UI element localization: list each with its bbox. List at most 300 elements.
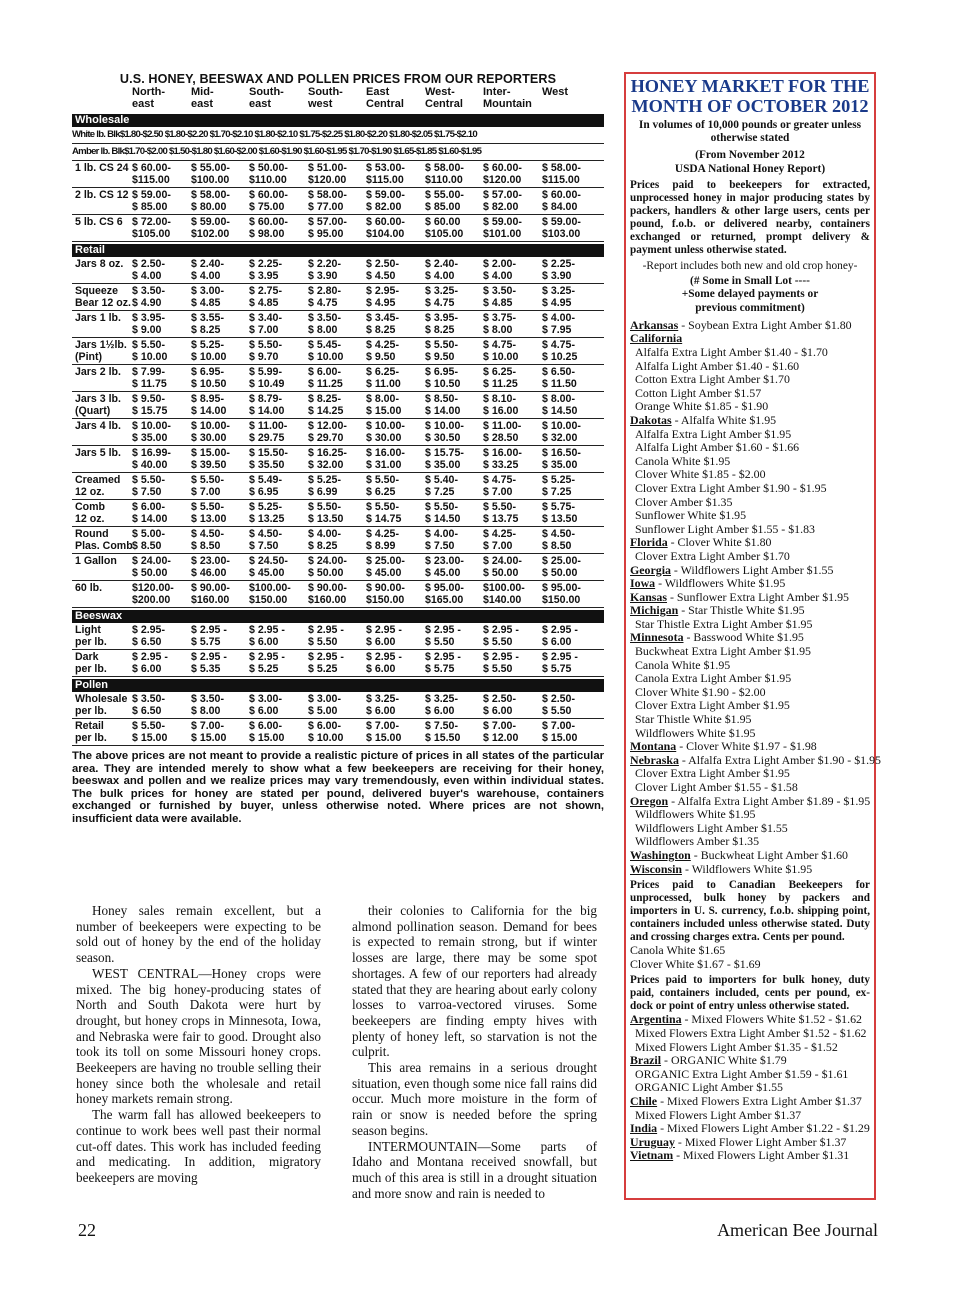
price-low: $ 3.50- (483, 285, 516, 297)
row-label (75, 216, 123, 228)
price-high: $150.00 (249, 594, 288, 606)
price-high: $ 11.25 (308, 378, 343, 390)
price-high: $ 14.25 (308, 405, 344, 417)
price-high: $150.00 (366, 594, 405, 606)
price-cell (308, 366, 343, 390)
price-low: $ 7.00- (191, 720, 224, 732)
region-label-1: Inter- (483, 86, 511, 98)
price-cell (191, 582, 230, 606)
price-high: $115.00 (542, 174, 580, 186)
region-7 (542, 86, 568, 98)
price-high: $140.00 (483, 594, 522, 606)
price-high: $102.00 (191, 228, 230, 240)
price-low: $ 4.25- (483, 528, 516, 540)
price-cell (366, 501, 401, 525)
state-name: Florida (630, 535, 668, 550)
price-low: $ 3.00- (308, 693, 341, 705)
canada-price-item: Clover White $1.67 - $1.69 (630, 956, 761, 971)
state-first-price: - Alfalfa Extra Light Amber $1.90 - $1.95 (678, 752, 881, 767)
price-cell (483, 693, 516, 717)
price-low: $ 24.00- (483, 555, 522, 567)
price-cell (132, 189, 171, 213)
price-high: $ 30.00 (191, 432, 227, 444)
country-price-item: Mixed Flowers Light Amber $1.35 - $1.52 (635, 1039, 838, 1054)
price-low: $ 16.00- (483, 447, 522, 459)
price-cell (483, 651, 519, 675)
price-high: $ 75.00 (249, 201, 285, 213)
state-price-item: Clover Extra Light Amber $1.95 (635, 766, 790, 781)
price-low: $ 90.00- (366, 582, 405, 594)
price-low: $ 50.00- (249, 162, 288, 174)
state-entry (630, 863, 870, 877)
state-entry (630, 795, 870, 809)
price-low: $ 9.50- (132, 393, 165, 405)
region-label-1: East (366, 86, 390, 98)
price-low: $ 5.40- (425, 474, 458, 486)
price-cell (425, 651, 461, 675)
state-name: Washington (630, 847, 691, 862)
price-high: $ 6.00 (249, 636, 279, 648)
price-low: $ 4.00- (425, 528, 458, 540)
price-low: $ 8.95- (191, 393, 224, 405)
price-cell (425, 339, 458, 363)
price-low: $ 55.00- (191, 162, 230, 174)
price-high: $ 28.50 (483, 432, 519, 444)
price-cell (366, 285, 399, 309)
price-low: $ 6.00- (132, 501, 165, 513)
price-low: $ 7.00- (366, 720, 399, 732)
price-high: $ 4.85 (249, 297, 279, 309)
state-price-item: Clover Light Amber $1.55 - $1.58 (635, 780, 798, 795)
price-high: $160.00 (191, 594, 230, 606)
country-first-price: - Mixed Flowers Extra Light Amber $1.37 (657, 1093, 862, 1108)
bulk-amber-row: Amber lb. Blk$1.70-$2.00 $1.50-$1.80 $1.60-$2.00 $1.60-$1.90 $1.60-$1.95 $1.70-$1.90 $1.65-$1.85 $1.60-$1.95 (72, 144, 604, 161)
price-low: $ 2.25- (542, 258, 575, 270)
price-low: $ 2.50- (132, 258, 165, 270)
state-first-price: - Sunflower Extra Light Amber $1.95 (667, 589, 849, 604)
state-price-item: Sunflower Light Amber $1.55 - $1.83 (635, 521, 815, 536)
price-high: $ 15.00 (249, 732, 285, 744)
canada-price-item: Canola White $1.65 (630, 943, 726, 958)
state-price-item: Clover Amber $1.35 (635, 494, 733, 509)
price-high: $ 11.25 (483, 378, 518, 390)
price-cell (483, 582, 525, 606)
price-cell (542, 447, 581, 471)
region-0 (132, 86, 165, 110)
price-cell (366, 447, 405, 471)
price-low: $ 5.50- (191, 474, 224, 486)
table-row (72, 527, 604, 554)
row-label-line-1: Round (75, 528, 109, 540)
import-intro: Prices paid to importers for bulk honey, duty paid, containers included, cents per pound, ex-dock or point of entry unless otherwise stated. (630, 974, 870, 1013)
row-label-line-1: 60 lb. (75, 582, 103, 594)
row-label-line-1: Jars 3 lb. (75, 393, 121, 405)
price-low: $ 6.50- (542, 366, 575, 378)
price-low: $ 5.50- (366, 474, 399, 486)
price-high: $ 10.00 (132, 351, 168, 363)
price-low: $ 5.50- (191, 501, 224, 513)
price-cell (483, 555, 522, 579)
price-low: $ 5.25- (249, 501, 282, 513)
price-low: $ 3.55- (191, 312, 224, 324)
price-cell (249, 366, 284, 390)
price-high: $ 6.00 (366, 663, 396, 675)
price-cell (249, 162, 288, 186)
row-label (75, 189, 129, 201)
wholesale-rows (72, 161, 604, 242)
price-low: $ 7.99- (132, 366, 165, 378)
state-price-item: Wildflowers Light Amber $1.55 (635, 820, 788, 835)
price-cell (249, 216, 288, 240)
price-cell (542, 393, 577, 417)
state-first-price: - Clover White $1.97 - $1.98 (676, 739, 817, 754)
price-high: $ 8.99 (366, 540, 396, 552)
table-row (72, 257, 604, 284)
region-label-2: east (132, 98, 155, 110)
price-low: $ 6.25- (483, 366, 516, 378)
price-high: $ 35.50 (249, 459, 285, 471)
price-cell (366, 162, 405, 186)
price-low: $ 23.00- (425, 555, 464, 567)
price-high: $ 8.50 (191, 540, 221, 552)
price-high: $ 85.00 (425, 201, 461, 213)
price-low: $ 6.25- (366, 366, 399, 378)
price-cell (308, 528, 341, 552)
price-high: $ 13.25 (249, 513, 285, 525)
price-high: $ 10.00 (483, 351, 519, 363)
price-high: $ 77.00 (308, 201, 344, 213)
price-high: $ 45.00 (366, 567, 402, 579)
price-cell (191, 366, 226, 390)
price-low: $ 90.00- (308, 582, 347, 594)
honey-market-box (624, 72, 881, 1200)
price-cell (542, 582, 581, 606)
row-label (75, 339, 127, 363)
price-cell (132, 285, 165, 309)
price-high: $115.00 (366, 174, 404, 186)
row-label (75, 555, 117, 567)
price-cell (249, 393, 284, 417)
price-cell (132, 528, 165, 552)
state-entry (630, 591, 870, 605)
price-low: $ 2.95 - (308, 624, 344, 636)
price-low: $ 5.45- (308, 339, 341, 351)
price-high: $ 8.25 (425, 324, 455, 336)
price-cell (191, 651, 227, 675)
price-low: $ 23.00- (191, 555, 230, 567)
table-row (72, 188, 604, 215)
price-low: $ 10.00- (542, 420, 581, 432)
price-cell (366, 312, 399, 336)
price-high: $ 11.50 (542, 378, 577, 390)
region-label-1: North- (132, 86, 165, 98)
price-low: $ 58.00- (191, 189, 230, 201)
price-high: $ 6.50 (132, 705, 162, 717)
article-column-2 (352, 903, 597, 1201)
country-first-price: - Mixed Flower Light Amber $1.37 (674, 1134, 847, 1149)
row-label (75, 528, 133, 552)
price-high: $ 40.00 (132, 459, 168, 471)
legend-line-1: (# Some in Small Lot ---- (690, 275, 810, 288)
article-column-1 (76, 903, 321, 1186)
price-high: $105.00 (132, 228, 171, 240)
region-label-2: east (249, 98, 272, 110)
price-low: $ 5.50- (425, 501, 458, 513)
row-label (75, 693, 127, 717)
price-low: $ 3.25- (366, 693, 399, 705)
price-high: $ 8.50 (542, 540, 572, 552)
price-cell (542, 189, 581, 213)
price-low: $ 4.75- (542, 339, 575, 351)
region-label-2: Mountain (483, 98, 532, 110)
price-cell (308, 501, 343, 525)
price-high: $ 7.00 (483, 540, 513, 552)
state-entry (630, 631, 870, 645)
state-name: Oregon (630, 793, 669, 808)
country-entry (630, 1122, 870, 1136)
price-cell (483, 366, 518, 390)
price-cell (425, 555, 464, 579)
price-high: $ 32.00 (308, 459, 344, 471)
row-label (75, 474, 120, 498)
price-low: $ 2.20- (308, 258, 341, 270)
price-low: $ 2.95 - (191, 624, 227, 636)
price-high: $ 5.50 (425, 636, 455, 648)
price-low: $ 3.95- (425, 312, 458, 324)
price-cell (542, 258, 575, 282)
row-label-line-1: 1 lb. CS 24 (75, 162, 129, 174)
row-label-line-2: 12 oz. (75, 486, 105, 498)
price-low: $ 24.00- (132, 555, 171, 567)
beeswax-rows (72, 623, 604, 677)
price-low: $ 5.50- (308, 501, 341, 513)
price-low: $ 4.00- (542, 312, 575, 324)
row-label-line-2: per lb. (75, 732, 107, 744)
price-cell (308, 285, 341, 309)
price-low: $ 2.95 - (366, 624, 402, 636)
price-high: $ 15.00 (542, 732, 578, 744)
price-high: $115.00 (132, 174, 170, 186)
price-high: $ 6.00 (366, 636, 396, 648)
price-low: $ 4.25- (366, 528, 399, 540)
price-high: $ 6.25 (366, 486, 396, 498)
price-cell (191, 393, 226, 417)
price-high: $ 14.00 (249, 405, 285, 417)
price-high: $ 45.00 (425, 567, 461, 579)
price-high: $ 3.95 (249, 270, 279, 282)
price-cell (483, 720, 518, 744)
state-price-item: Alfalfa Light Amber $1.40 - $1.60 (635, 358, 800, 373)
price-cell (308, 162, 347, 186)
price-high: $ 5.50 (542, 705, 572, 717)
price-low: $ 2.95- (366, 285, 399, 297)
price-high: $ 8.25 (366, 324, 396, 336)
price-high: $ 4.95 (542, 297, 572, 309)
price-cell (308, 624, 344, 648)
price-high: $ 13.50 (542, 513, 578, 525)
price-cell (483, 624, 519, 648)
price-cell (191, 162, 230, 186)
table-row (72, 650, 604, 677)
state-name: Michigan (630, 603, 679, 618)
table-row (72, 365, 604, 392)
price-cell (249, 312, 282, 336)
country-name: Chile (630, 1093, 658, 1108)
price-cell (366, 216, 405, 240)
price-low: $ 90.00- (191, 582, 230, 594)
price-high: $ 10.49 (249, 378, 285, 390)
table-row (72, 446, 604, 473)
price-low: $ 7.00- (542, 720, 575, 732)
price-high: $ 7.25 (425, 486, 455, 498)
row-label-line-2: Bear 12 oz. (75, 297, 131, 309)
state-price-item: Clover Extra Light Amber $1.70 (635, 548, 790, 563)
price-cell (425, 258, 458, 282)
price-low: $ 5.25- (308, 474, 341, 486)
price-low: $ 3.50- (132, 285, 165, 297)
country-first-price: - Mixed Flowers Light Amber $1.22 - $1.29 (657, 1121, 870, 1136)
price-cell (308, 420, 347, 444)
price-high: $ 14.50 (425, 513, 461, 525)
price-high: $ 6.50 (132, 636, 162, 648)
price-low: $ 5.49- (249, 474, 282, 486)
price-low: $ 3.95- (132, 312, 165, 324)
country-name: Argentina (630, 1012, 682, 1027)
price-cell (366, 582, 405, 606)
price-cell (249, 189, 288, 213)
row-label-line-1: Jars 8 oz. (75, 258, 124, 270)
price-high: $ 4.75 (308, 297, 338, 309)
price-high: $ 10.50 (425, 378, 461, 390)
table-title: U.S. HONEY, BEESWAX AND POLLEN PRICES FROM OUR REPORTERS (119, 72, 557, 86)
price-high: $ 7.00 (483, 486, 513, 498)
price-high: $ 15.75 (132, 405, 168, 417)
price-low: $ 53.00- (366, 162, 405, 174)
price-low: $ 6.00- (308, 366, 341, 378)
row-label-line-1: Jars 1½lb. (75, 339, 127, 351)
price-high: $160.00 (308, 594, 347, 606)
price-high: $ 29.70 (308, 432, 344, 444)
price-cell (483, 393, 518, 417)
price-cell (308, 393, 343, 417)
country-entry (630, 1136, 870, 1150)
price-high: $ 80.00 (191, 201, 227, 213)
price-high: $ 15.00 (191, 732, 227, 744)
price-cell (425, 447, 464, 471)
price-cell (425, 189, 464, 213)
row-label-line-1: Jars 5 lb. (75, 447, 121, 459)
price-cell (308, 339, 343, 363)
price-cell (366, 189, 405, 213)
price-cell (191, 285, 224, 309)
price-cell (366, 624, 402, 648)
price-cell (132, 693, 165, 717)
price-low: $ 16.25- (308, 447, 347, 459)
price-low: $ 2.80- (308, 285, 341, 297)
price-low: $ 4.75- (483, 474, 516, 486)
country-name: Uruguay (630, 1134, 675, 1149)
price-cell (542, 216, 581, 240)
region-6 (483, 86, 532, 110)
price-high: $ 30.00 (366, 432, 402, 444)
price-high: $ 6.00 (542, 636, 572, 648)
price-cell (249, 693, 282, 717)
price-low: $ 2.95 - (249, 651, 285, 663)
price-cell (308, 447, 347, 471)
price-high: $ 14.00 (425, 405, 461, 417)
price-high: $ 4.75 (425, 297, 455, 309)
price-high: $ 5.50 (483, 663, 513, 675)
price-cell (249, 582, 291, 606)
section-retail: Retail (72, 244, 604, 257)
price-cell (425, 162, 464, 186)
price-low: $ 3.40- (249, 312, 282, 324)
row-label-line-1: 2 lb. CS 12 (75, 189, 129, 201)
price-low: $ 8.10- (483, 393, 516, 405)
price-cell (132, 312, 165, 336)
price-high: $104.00 (366, 228, 405, 240)
price-low: $ 15.75- (425, 447, 464, 459)
country-first-price: - Mixed Flowers Light Amber $1.31 (673, 1148, 850, 1163)
state-entry (630, 332, 870, 346)
price-cell (249, 474, 282, 498)
price-cell (132, 447, 171, 471)
price-high: $ 82.00 (483, 201, 519, 213)
price-low: $ 58.00- (425, 162, 464, 174)
price-cell (483, 447, 522, 471)
price-low: $ 2.95 - (483, 651, 519, 663)
price-high: $150.00 (542, 594, 581, 606)
price-high: $ 6.00 (483, 705, 513, 717)
price-high: $ 9.00 (132, 324, 162, 336)
price-low: $ 2.95- (132, 624, 165, 636)
price-low: $ 57.00- (483, 189, 522, 201)
country-price-item: ORGANIC Extra Light Amber $1.59 - $1.61 (635, 1066, 849, 1081)
price-cell (191, 501, 226, 525)
price-low: $ 2.95 - (249, 624, 285, 636)
price-high: $ 35.00 (542, 459, 578, 471)
price-cell (308, 216, 347, 240)
row-label (75, 312, 121, 324)
row-label-line-2: per lb. (75, 663, 107, 675)
row-label (75, 420, 121, 432)
price-low: $ 11.00- (249, 420, 288, 432)
price-high: $110.00 (249, 174, 287, 186)
price-high: $ 7.25 (542, 486, 572, 498)
country-name: Vietnam (630, 1148, 674, 1163)
table-row (72, 500, 604, 527)
state-first-price: - Wildflowers White $1.95 (682, 861, 813, 876)
price-cell (308, 312, 341, 336)
price-high: $120.00 (308, 174, 347, 186)
price-low: $ 59.00- (132, 189, 171, 201)
price-high: $ 5.35 (191, 663, 221, 675)
price-low: $ 11.00- (483, 420, 522, 432)
price-high: $ 15.00 (132, 732, 168, 744)
price-cell (425, 624, 461, 648)
price-low: $ 2.95 - (425, 624, 461, 636)
price-high: $ 7.95 (542, 324, 572, 336)
price-high: $ 9.50 (366, 351, 396, 363)
row-label-line-1: Jars 1 lb. (75, 312, 121, 324)
state-price-item: Cotton Light Amber $1.57 (635, 385, 762, 400)
price-low: $ 3.50- (132, 693, 165, 705)
price-low: $ 5.50- (483, 501, 516, 513)
price-high: $ 82.00 (366, 201, 402, 213)
region-2 (249, 86, 284, 110)
section-wholesale: Wholesale (72, 114, 604, 127)
price-low: $ 24.50- (249, 555, 288, 567)
